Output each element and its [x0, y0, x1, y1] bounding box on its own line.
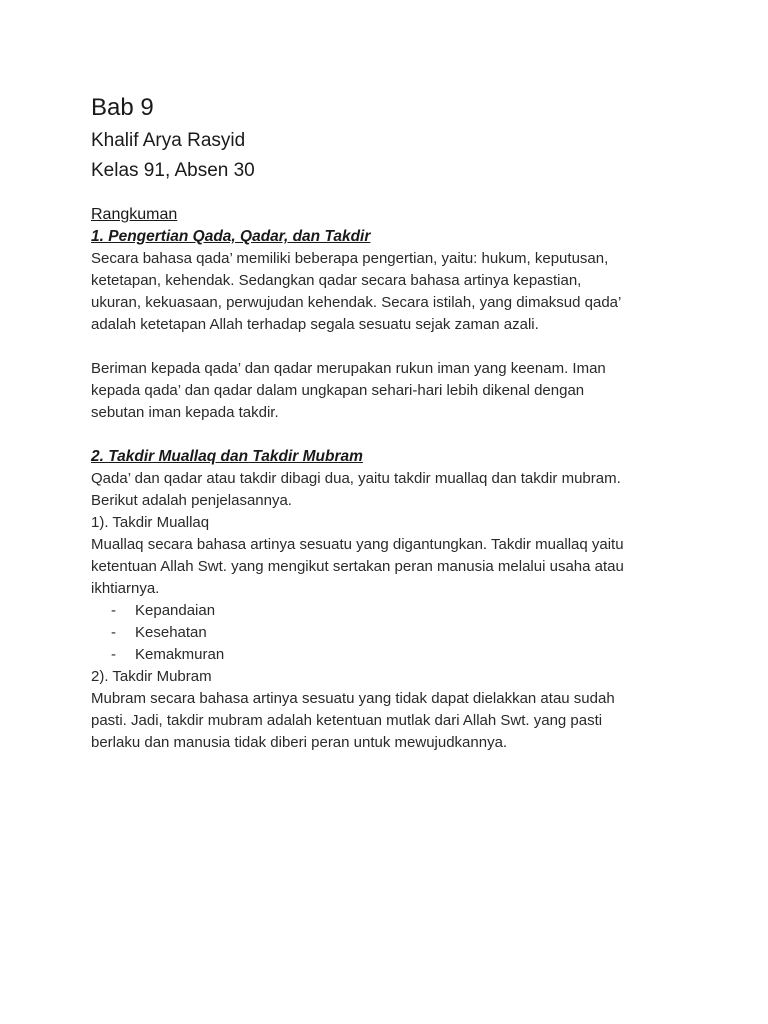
examples-list [91, 600, 691, 666]
text-line: ketentuan Allah Swt. yang mengikut sertakan peran manusia melalui usaha atau [91, 558, 624, 575]
section2-intro [91, 468, 691, 512]
dash-bullet: - [111, 646, 116, 663]
text-line: sebutan iman kepada takdir. [91, 404, 279, 421]
text-line: kepada qada’ dan qadar dalam ungkapan sehari-hari lebih dikenal dengan [91, 382, 585, 399]
section2-title: 2. Takdir Muallaq dan Takdir Mubram [91, 448, 363, 465]
subsection-muallaq-body [91, 534, 691, 600]
text-line: adalah ketetapan Allah terhadap segala sesuatu sejak zaman azali. [91, 316, 539, 333]
text-line: Mubram secara bahasa artinya sesuatu yang tidak dapat dielakkan atau sudah [91, 690, 615, 707]
class-info: Kelas 91, Absen 30 [91, 160, 255, 181]
dash-bullet: - [111, 602, 116, 619]
text-line: Berikut adalah penjelasannya. [91, 492, 292, 509]
summary-heading: Rangkuman [91, 206, 178, 223]
subsection-muallaq-title: 1). Takdir Muallaq [91, 514, 210, 531]
section1-title: 1. Pengertian Qada, Qadar, dan Takdir [91, 228, 371, 245]
subsection-mubram-body [91, 688, 691, 754]
list-item: - Kemakmuran [91, 644, 691, 666]
text-line: Qada’ dan qadar atau takdir dibagi dua, yaitu takdir muallaq dan takdir mubram. [91, 470, 621, 487]
text-line: berlaku dan manusia tidak diberi peran untuk mewujudkannya. [91, 734, 508, 751]
chapter-title: Bab 9 [91, 94, 154, 121]
document-page [91, 92, 691, 754]
author-name: Khalif Arya Rasyid [91, 130, 246, 151]
text-line: ikhtiarnya. [91, 580, 160, 597]
text-line: Muallaq secara bahasa artinya sesuatu yang digantungkan. Takdir muallaq yaitu [91, 536, 624, 553]
text-line: Secara bahasa qada’ memiliki beberapa pengertian, yaitu: hukum, keputusan, [91, 250, 609, 267]
section1-paragraph2 [91, 358, 691, 424]
text-line: pasti. Jadi, takdir mubram adalah ketentuan mutlak dari Allah Swt. yang pasti [91, 712, 603, 729]
text-line: Beriman kepada qada’ dan qadar merupakan rukun iman yang keenam. Iman [91, 360, 606, 377]
list-item: - Kepandaian [91, 600, 691, 622]
text-line: ketetapan, kehendak. Sedangkan qadar secara bahasa artinya kepastian, [91, 272, 582, 289]
subsection-mubram-title: 2). Takdir Mubram [91, 668, 212, 685]
text-line: ukuran, kekuasaan, perwujudan kehendak. Secara istilah, yang dimaksud qada’ [91, 294, 622, 311]
dash-bullet: - [111, 624, 116, 641]
section1-paragraph1 [91, 248, 691, 336]
list-item: - Kesehatan [91, 622, 691, 644]
